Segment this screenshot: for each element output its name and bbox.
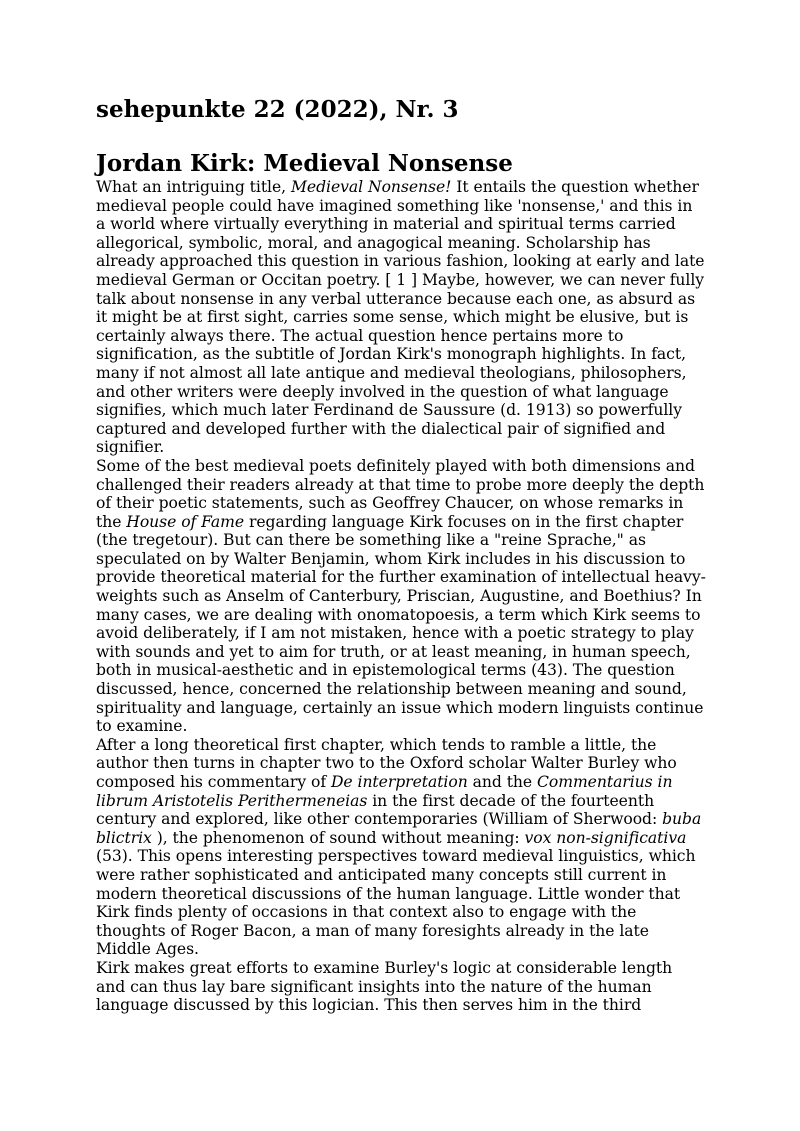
body-paragraph [96, 736, 706, 959]
text-run: What an intriguing title, [96, 178, 291, 196]
text-run: It entails the question whether medieval people could have imagined something like 'nonsense,' and this in a world where virtually everything in material and spiritual terms carried allegorical, symbolic, moral, and anagogical meaning. Scholarship has already approached this question in various fashion, looking at early and late medieval German or Occitan poetry. [ 1 ] Maybe, however, we can never fully talk about nonsense in any verbal utterance because each one, as absurd as it might be at first sight, carries some sense, which might be elusive, but is certainly always there. The actual question hence pertains more to signification, as the subtitle of Jordan Kirk's monograph highlights. In fact, many if not almost all late antique and medieval theologians, philosophers, and other writers were deeply involved in the question of what language signifies, which much later Ferdinand de Saussure (d. 1913) so powerfully captured and developed further with the dialectical pair of signified and signifier. [96, 178, 705, 457]
text-run: After a long theoretical first chapter, which tends to ramble a little, the author then turns in chapter two to the Oxford scholar Walter Burley who composed his commentary of [96, 735, 677, 791]
italic-text: House of Fame [126, 512, 245, 531]
text-run: ), the phenomenon of sound without meaning: [151, 828, 525, 847]
italic-text: De interpretation [330, 773, 468, 791]
italic-text: Medieval Nonsense! [290, 178, 452, 196]
text-run: Kirk makes great efforts to examine Burley's logic at considerable length and can thus lay bare significant insights into the nature of the human language discussed by this logician. This then serves him in the third [96, 958, 673, 1015]
body-paragraph [96, 457, 706, 736]
text-run: regarding language Kirk focuses on in the first chapter (the tregetour). But can there be something like a "reine Sprache," as speculated on by Walter Benjamin, whom Kirk includes in his discussion to provide theoretical material for the further examination of intellectual heavy-weights such as Anselm of Canterbury, Priscian, Augustine, and Boethius? In many cases, we are dealing with onomatopoesis, a term which Kirk seems to avoid deliberately, if I am not mistaken, hence with a poetic strategy to play with sounds and yet to aim for truth, or at least meaning, in human speech, both in musical-aesthetic and in epistemological terms (43). The question discussed, hence, concerned the relationship between meaning and sound, spirituality and language, certainly an issue which modern linguists continue to examine. [96, 512, 706, 736]
journal-issue-heading: sehepunkte 22 (2022), Nr. 3 [96, 96, 459, 123]
article-body [96, 178, 706, 1015]
body-paragraph [96, 959, 706, 1015]
text-run: in the first decade of the fourteenth century and explored, like other contemporaries (William of Sherwood: [96, 791, 663, 829]
article-title: Jordan Kirk: Medieval Nonsense [96, 150, 513, 177]
text-run: Some of the best medieval poets definitely played with both dimensions and challenged their readers already at that time to probe more deeply the depth of their poetic statements, such as Geoffrey Chaucer, on whose remarks in the [96, 456, 705, 531]
italic-text: Commentarius in librum Aristotelis Perithermeneias [96, 773, 673, 810]
article-page [96, 94, 706, 1015]
italic-text: vox non-significativa [524, 828, 687, 847]
body-paragraph [96, 178, 706, 457]
text-run: (53). This opens interesting perspectives toward medieval linguistics, which were rather sophisticated and anticipated many concepts still current in modern theoretical discussions of the human language. Little wonder that Kirk finds plenty of occasions in that context also to engage with the thoughts of Roger Bacon, a man of many foresights already in the late Middle Ages. [96, 847, 696, 959]
text-run: and the [467, 773, 537, 791]
italic-text: buba blictrix [96, 810, 702, 847]
